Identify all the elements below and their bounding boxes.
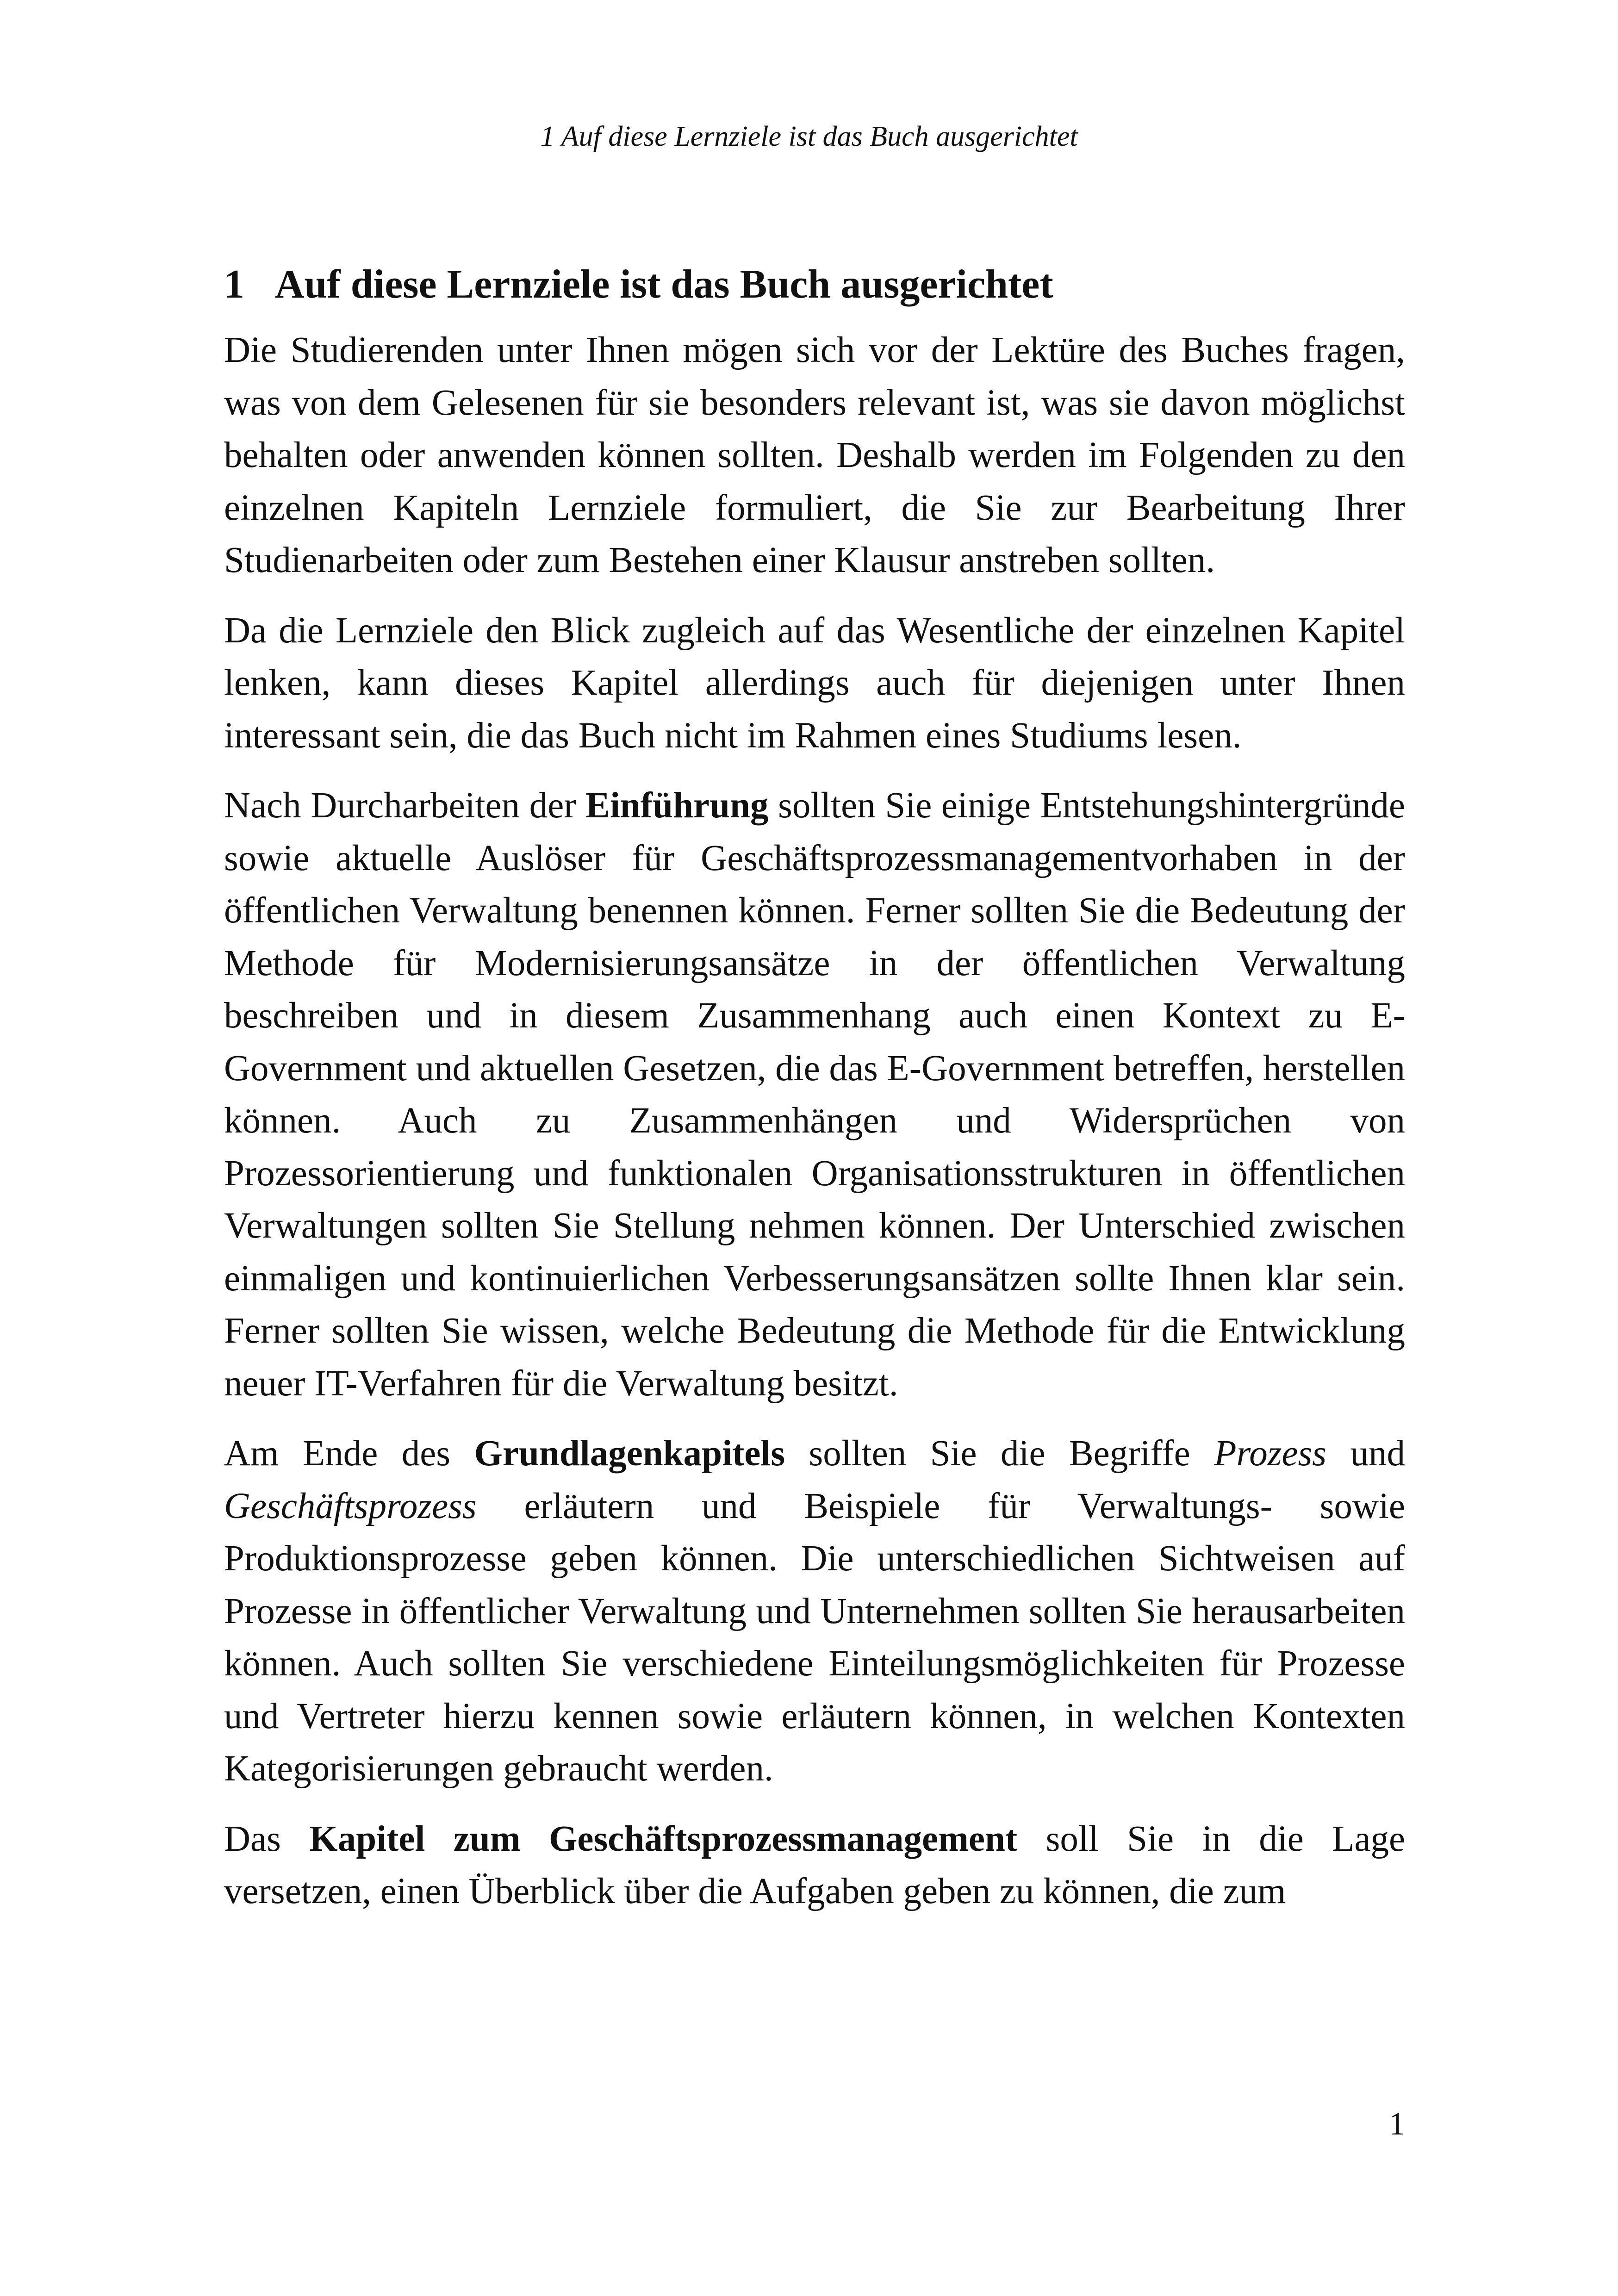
paragraph [224,324,1405,587]
text-run: Die Studierenden unter Ihnen mögen sich vor der Lektüre des Buches fragen, was von dem Gelesenen für sie besonders relevant ist, was sie davon möglichst behalten oder anwenden können sollten. Deshalb werden im Folgenden zu den einzelnen Kapiteln Lernziele formuliert, die Sie zur Bearbeitung Ihrer Studienarbeiten oder zum Bestehen einer Klausur anstreben sollten. [224,330,1405,580]
page-number: 1 [1389,2106,1405,2142]
text-run: Nach Durcharbeiten der [224,785,586,826]
running-header: 1 Auf diese Lernziele ist das Buch ausgerichtet [540,121,1078,152]
paragraph [224,1427,1405,1795]
paragraphs [224,324,1405,1918]
text-run: sollten Sie einige Entstehungshintergründe sowie aktuelle Auslöser für Geschäftsprozessmanagementvorhaben in der öffentlichen Verwaltung benennen können. Ferner sollten Sie die Bedeutung der Methode für Modernisierungsansätze in der öffentlichen Verwaltung beschreiben und in diesem Zusammenhang auch einen Kontext zu E-Government und aktuellen Gesetzen, die das E-Government betreffen, herstellen können. Auch zu Zusammenhängen und Widersprüchen von Prozessorientierung und funktionalen Organisationsstrukturen in öffentlichen Verwaltungen sollten Sie Stellung nehmen können. Der Unterschied zwischen einmaligen und kontinuierlichen Verbesserungsansätzen sollte Ihnen klar sein. Ferner sollten Sie wissen, welche Bedeutung die Methode für die Entwicklung neuer IT-Verfahren für die Verwaltung besitzt. [224,785,1405,1404]
paragraph [224,604,1405,762]
text-run: sollten Sie die Begriffe [785,1433,1214,1474]
text-run: erläutern und Beispiele für Verwaltungs- sowie Produktionsprozesse geben können. Die unterschiedlichen Sichtweisen auf Prozesse in öffentlicher Verwaltung und Unternehmen sollten Sie herausarbeiten können. Auch sollten Sie verschiedene Einteilungsmöglichkeiten für Prozesse und Vertreter hierzu kennen sowie erläutern können, in welchen Kontexten Kategorisierungen gebraucht werden. [224,1486,1405,1789]
text-run: und [1326,1433,1405,1474]
page-body [224,255,1405,1935]
bold-term: Einführung [585,785,769,826]
bold-term: Grundlagenkapitels [474,1433,785,1474]
text-run: Da die Lernziele den Blick zugleich auf das Wesentliche der einzelnen Kapitel lenken, kann dieses Kapitel allerdings auch für diejenigen unter Ihnen interessant sein, die das Buch nicht im Rahmen eines Studiums lesen. [224,610,1405,756]
chapter-number: 1 [224,262,244,307]
paragraph [224,779,1405,1410]
italic-term: Prozess [1214,1433,1327,1474]
paragraph [224,1813,1405,1918]
text-run: Am Ende des [224,1433,474,1474]
chapter-heading [224,255,1405,315]
text-run: soll Sie in die Lage versetzen, einen Überblick über die Aufgaben geben zu können, die zum [224,1818,1406,1911]
chapter-title: Auf diese Lernziele ist das Buch ausgerichtet [275,262,1053,307]
text-run: Das [224,1818,310,1859]
italic-term: Geschäftsprozess [224,1486,477,1526]
bold-term: Kapitel zum Geschäftsprozessmanagement [309,1818,1018,1859]
